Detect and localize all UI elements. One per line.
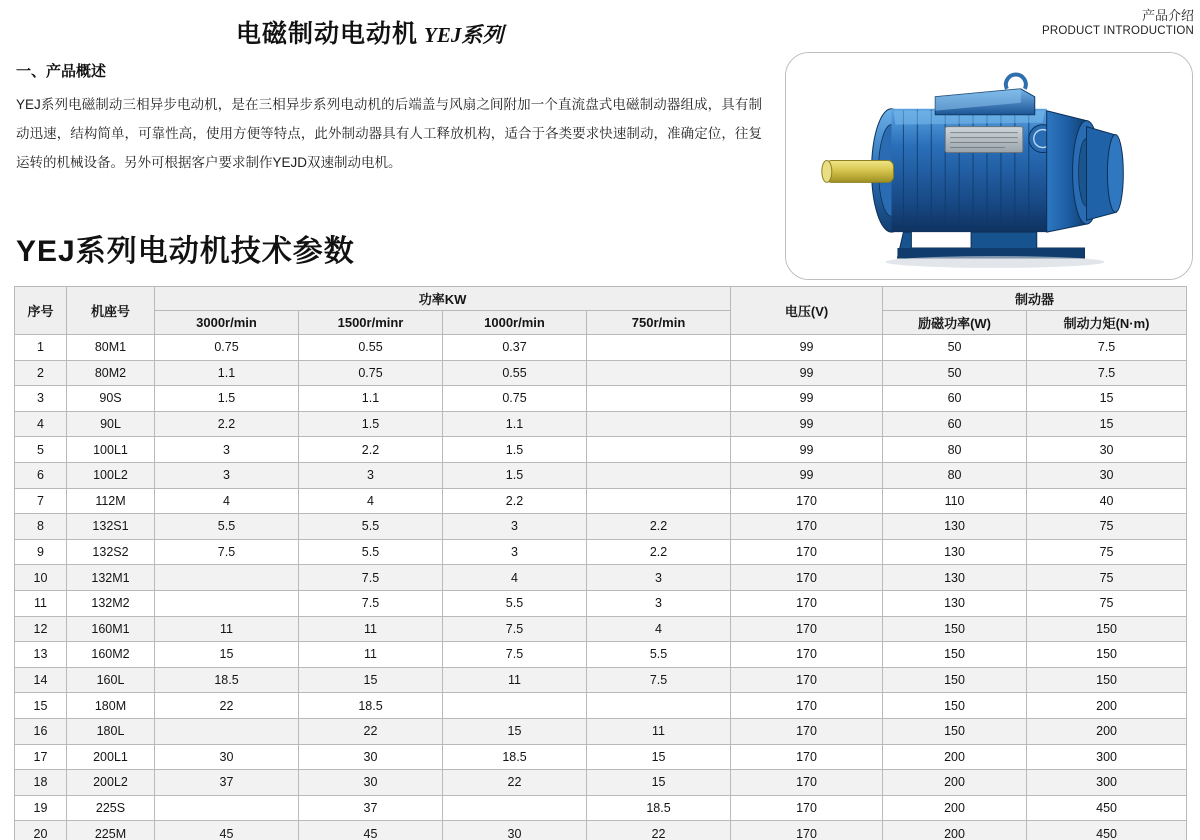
cell-voltage: 170 — [731, 616, 883, 642]
cell-brake-torque: 30 — [1027, 437, 1187, 463]
cell-brake-torque: 15 — [1027, 411, 1187, 437]
cell-power-1000: 2.2 — [443, 488, 587, 514]
cell-brake-torque: 150 — [1027, 642, 1187, 668]
cell-voltage: 170 — [731, 718, 883, 744]
table-row — [15, 693, 1187, 719]
cell-power-1500: 45 — [299, 821, 443, 840]
table-row — [15, 744, 1187, 770]
cell-power-3000: 22 — [155, 693, 299, 719]
cell-exciting-power: 200 — [883, 744, 1027, 770]
cell-power-1500: 3 — [299, 462, 443, 488]
cell-exciting-power: 130 — [883, 565, 1027, 591]
page-title-series: YEJ系列 — [424, 23, 504, 47]
cell-power-750: 18.5 — [587, 795, 731, 821]
th-speed-1500: 1500r/minr — [299, 311, 443, 335]
cell-index: 18 — [15, 770, 67, 796]
cell-power-1500: 7.5 — [299, 590, 443, 616]
cell-frame: 90L — [67, 411, 155, 437]
cell-index: 20 — [15, 821, 67, 840]
cell-power-3000: 2.2 — [155, 411, 299, 437]
cell-power-3000 — [155, 795, 299, 821]
cell-voltage: 170 — [731, 590, 883, 616]
cell-exciting-power: 150 — [883, 693, 1027, 719]
cell-power-1000: 4 — [443, 565, 587, 591]
cell-power-1000: 0.55 — [443, 360, 587, 386]
cell-power-1500: 1.5 — [299, 411, 443, 437]
cell-brake-torque: 450 — [1027, 795, 1187, 821]
table-row — [15, 667, 1187, 693]
cell-power-3000: 1.5 — [155, 386, 299, 412]
cell-power-1000: 11 — [443, 667, 587, 693]
cell-frame: 160L — [67, 667, 155, 693]
cell-brake-torque: 75 — [1027, 565, 1187, 591]
cell-exciting-power: 200 — [883, 795, 1027, 821]
cell-power-750: 2.2 — [587, 514, 731, 540]
product-photo-frame — [785, 52, 1193, 280]
cell-frame: 100L1 — [67, 437, 155, 463]
table-row — [15, 488, 1187, 514]
table-row — [15, 590, 1187, 616]
cell-voltage: 170 — [731, 565, 883, 591]
cell-voltage: 170 — [731, 770, 883, 796]
cell-power-3000: 3 — [155, 462, 299, 488]
cell-index: 6 — [15, 462, 67, 488]
cell-index: 1 — [15, 335, 67, 361]
cell-power-3000: 1.1 — [155, 360, 299, 386]
cell-power-1500: 22 — [299, 718, 443, 744]
cell-frame: 100L2 — [67, 462, 155, 488]
cell-frame: 225S — [67, 795, 155, 821]
cell-exciting-power: 150 — [883, 642, 1027, 668]
cell-power-750 — [587, 335, 731, 361]
cell-power-1500: 11 — [299, 642, 443, 668]
section-heading: 一、产品概述 — [16, 63, 107, 80]
cell-power-3000: 37 — [155, 770, 299, 796]
table-row — [15, 411, 1187, 437]
cell-power-1500: 5.5 — [299, 514, 443, 540]
th-power-group: 功率KW — [155, 287, 731, 311]
cell-frame: 132S2 — [67, 539, 155, 565]
cell-power-1000: 0.75 — [443, 386, 587, 412]
th-speed-1000: 1000r/min — [443, 311, 587, 335]
cell-exciting-power: 130 — [883, 539, 1027, 565]
specifications-table — [14, 286, 1187, 840]
table-header — [15, 287, 1187, 335]
cell-voltage: 170 — [731, 667, 883, 693]
cell-voltage: 99 — [731, 360, 883, 386]
cell-brake-torque: 15 — [1027, 386, 1187, 412]
cell-voltage: 170 — [731, 821, 883, 840]
cell-index: 9 — [15, 539, 67, 565]
cell-frame: 132S1 — [67, 514, 155, 540]
th-voltage: 电压(V) — [731, 287, 883, 335]
cell-index: 3 — [15, 386, 67, 412]
cell-brake-torque: 150 — [1027, 667, 1187, 693]
cell-power-1500: 7.5 — [299, 565, 443, 591]
cell-exciting-power: 110 — [883, 488, 1027, 514]
th-speed-750: 750r/min — [587, 311, 731, 335]
cell-index: 15 — [15, 693, 67, 719]
cell-voltage: 99 — [731, 437, 883, 463]
cell-power-1500: 18.5 — [299, 693, 443, 719]
cell-power-3000: 18.5 — [155, 667, 299, 693]
cell-brake-torque: 200 — [1027, 718, 1187, 744]
th-frame: 机座号 — [67, 287, 155, 335]
table-header-row-1 — [15, 287, 1187, 311]
cell-exciting-power: 60 — [883, 386, 1027, 412]
cell-index: 8 — [15, 514, 67, 540]
cell-index: 12 — [15, 616, 67, 642]
table-row — [15, 462, 1187, 488]
cell-frame: 200L1 — [67, 744, 155, 770]
cell-exciting-power: 150 — [883, 667, 1027, 693]
corner-label-cn: 产品介绍 — [1141, 8, 1194, 23]
cell-brake-torque: 40 — [1027, 488, 1187, 514]
cell-voltage: 170 — [731, 488, 883, 514]
table-row — [15, 360, 1187, 386]
cell-power-1000: 7.5 — [443, 616, 587, 642]
cell-brake-torque: 75 — [1027, 514, 1187, 540]
cell-power-1500: 1.1 — [299, 386, 443, 412]
cell-exciting-power: 150 — [883, 718, 1027, 744]
cell-voltage: 99 — [731, 411, 883, 437]
cell-index: 17 — [15, 744, 67, 770]
cell-power-1500: 2.2 — [299, 437, 443, 463]
table-row — [15, 616, 1187, 642]
th-brake-torque: 制动力矩(N·m) — [1027, 311, 1187, 335]
cell-power-3000: 3 — [155, 437, 299, 463]
cell-power-3000: 45 — [155, 821, 299, 840]
cell-brake-torque: 75 — [1027, 590, 1187, 616]
cell-frame: 180M — [67, 693, 155, 719]
cell-power-1000: 18.5 — [443, 744, 587, 770]
cell-power-1000: 1.5 — [443, 462, 587, 488]
cell-power-750: 4 — [587, 616, 731, 642]
table-row — [15, 821, 1187, 840]
cell-exciting-power: 130 — [883, 514, 1027, 540]
cell-power-750 — [587, 386, 731, 412]
cell-voltage: 99 — [731, 335, 883, 361]
cell-power-3000: 30 — [155, 744, 299, 770]
cell-power-3000: 4 — [155, 488, 299, 514]
cell-power-750 — [587, 488, 731, 514]
cell-power-1500: 11 — [299, 616, 443, 642]
cell-power-750 — [587, 360, 731, 386]
cell-brake-torque: 150 — [1027, 616, 1187, 642]
cell-power-750: 2.2 — [587, 539, 731, 565]
cell-voltage: 170 — [731, 795, 883, 821]
cell-frame: 112M — [67, 488, 155, 514]
cell-power-3000: 7.5 — [155, 539, 299, 565]
table-row — [15, 565, 1187, 591]
cell-brake-torque: 450 — [1027, 821, 1187, 840]
table-row — [15, 539, 1187, 565]
cell-power-3000 — [155, 718, 299, 744]
cell-index: 19 — [15, 795, 67, 821]
cell-frame: 80M2 — [67, 360, 155, 386]
th-exciting-power: 励磁功率(W) — [883, 311, 1027, 335]
parameters-title: YEJ系列电动机技术参数 — [16, 235, 355, 268]
overview-paragraph: YEJ系列电磁制动三相异步电动机，是在三相异步系列电动机的后端盖与风扇之间附加一个直流盘式电磁制动器组成，具有制动迅速，结构简单，可靠性高，使用方便等特点，此外制动器具有人工释放机构，适合于各类要求快速制动，准确定位，往复运转的机械设备。另外可根据客户要求制作YEJD双速制动电机。 — [16, 97, 762, 170]
cell-exciting-power: 200 — [883, 770, 1027, 796]
cell-index: 14 — [15, 667, 67, 693]
cell-frame: 160M2 — [67, 642, 155, 668]
table-row — [15, 514, 1187, 540]
cell-power-750 — [587, 411, 731, 437]
cell-exciting-power: 200 — [883, 821, 1027, 840]
cell-exciting-power: 150 — [883, 616, 1027, 642]
cell-power-750: 5.5 — [587, 642, 731, 668]
cell-power-750: 15 — [587, 744, 731, 770]
cell-index: 7 — [15, 488, 67, 514]
cell-voltage: 170 — [731, 744, 883, 770]
cell-power-3000: 5.5 — [155, 514, 299, 540]
motor-illustration — [786, 53, 1192, 280]
cell-index: 16 — [15, 718, 67, 744]
cell-voltage: 99 — [731, 462, 883, 488]
cell-voltage: 170 — [731, 642, 883, 668]
cell-index: 11 — [15, 590, 67, 616]
cell-power-3000: 15 — [155, 642, 299, 668]
cell-voltage: 170 — [731, 514, 883, 540]
cell-brake-torque: 200 — [1027, 693, 1187, 719]
cell-exciting-power: 60 — [883, 411, 1027, 437]
cell-exciting-power: 50 — [883, 335, 1027, 361]
cell-power-750: 7.5 — [587, 667, 731, 693]
cell-power-1500: 4 — [299, 488, 443, 514]
cell-index: 4 — [15, 411, 67, 437]
cell-power-1500: 30 — [299, 744, 443, 770]
cell-power-750: 22 — [587, 821, 731, 840]
cell-power-1000: 1.1 — [443, 411, 587, 437]
cell-frame: 80M1 — [67, 335, 155, 361]
cell-brake-torque: 7.5 — [1027, 335, 1187, 361]
cell-power-1500: 0.75 — [299, 360, 443, 386]
table-row — [15, 770, 1187, 796]
cell-frame: 225M — [67, 821, 155, 840]
cell-power-1500: 5.5 — [299, 539, 443, 565]
page-title-cn: 电磁制动电动机 — [236, 20, 419, 48]
cell-power-1000 — [443, 795, 587, 821]
table-row — [15, 795, 1187, 821]
cell-power-750: 15 — [587, 770, 731, 796]
cell-power-1000: 3 — [443, 514, 587, 540]
cell-brake-torque: 300 — [1027, 770, 1187, 796]
cell-power-1000: 7.5 — [443, 642, 587, 668]
cell-power-750 — [587, 693, 731, 719]
cell-frame: 160M1 — [67, 616, 155, 642]
corner-label-en: PRODUCT INTRODUCTION — [1041, 25, 1194, 37]
table-header-row-2 — [15, 311, 1187, 335]
cell-exciting-power: 80 — [883, 437, 1027, 463]
cell-voltage: 170 — [731, 539, 883, 565]
cell-brake-torque: 30 — [1027, 462, 1187, 488]
cell-exciting-power: 80 — [883, 462, 1027, 488]
cell-frame: 132M2 — [67, 590, 155, 616]
cell-power-750 — [587, 462, 731, 488]
cell-power-1000: 22 — [443, 770, 587, 796]
cell-index: 10 — [15, 565, 67, 591]
cell-power-3000: 0.75 — [155, 335, 299, 361]
cell-power-750: 11 — [587, 718, 731, 744]
table-row — [15, 386, 1187, 412]
cell-voltage: 170 — [731, 693, 883, 719]
cell-power-1500: 15 — [299, 667, 443, 693]
cell-power-1000: 3 — [443, 539, 587, 565]
cell-index: 5 — [15, 437, 67, 463]
specifications-table-wrapper — [14, 286, 1186, 840]
th-brake-group: 制动器 — [883, 287, 1187, 311]
cell-power-1000: 0.37 — [443, 335, 587, 361]
th-speed-3000: 3000r/min — [155, 311, 299, 335]
cell-power-1000: 15 — [443, 718, 587, 744]
cell-voltage: 99 — [731, 386, 883, 412]
cell-frame: 180L — [67, 718, 155, 744]
cell-exciting-power: 130 — [883, 590, 1027, 616]
cell-power-3000 — [155, 590, 299, 616]
cell-index: 13 — [15, 642, 67, 668]
cell-brake-torque: 75 — [1027, 539, 1187, 565]
cell-power-750: 3 — [587, 565, 731, 591]
cell-index: 2 — [15, 360, 67, 386]
cell-power-1000: 1.5 — [443, 437, 587, 463]
cell-power-1000: 5.5 — [443, 590, 587, 616]
cell-power-1000: 30 — [443, 821, 587, 840]
table-row — [15, 718, 1187, 744]
cell-power-1500: 30 — [299, 770, 443, 796]
cell-power-1500: 0.55 — [299, 335, 443, 361]
cell-frame: 132M1 — [67, 565, 155, 591]
cell-frame: 90S — [67, 386, 155, 412]
table-row — [15, 642, 1187, 668]
cell-brake-torque: 300 — [1027, 744, 1187, 770]
cell-power-750 — [587, 437, 731, 463]
cell-exciting-power: 50 — [883, 360, 1027, 386]
cell-power-3000 — [155, 565, 299, 591]
page-header — [0, 0, 1200, 46]
cell-power-3000: 11 — [155, 616, 299, 642]
cell-power-1000 — [443, 693, 587, 719]
th-index: 序号 — [15, 287, 67, 335]
page-title — [236, 14, 503, 50]
cell-power-1500: 37 — [299, 795, 443, 821]
table-row — [15, 437, 1187, 463]
cell-brake-torque: 7.5 — [1027, 360, 1187, 386]
table-body — [15, 335, 1187, 840]
cell-power-750: 3 — [587, 590, 731, 616]
cell-frame: 200L2 — [67, 770, 155, 796]
table-row — [15, 335, 1187, 361]
